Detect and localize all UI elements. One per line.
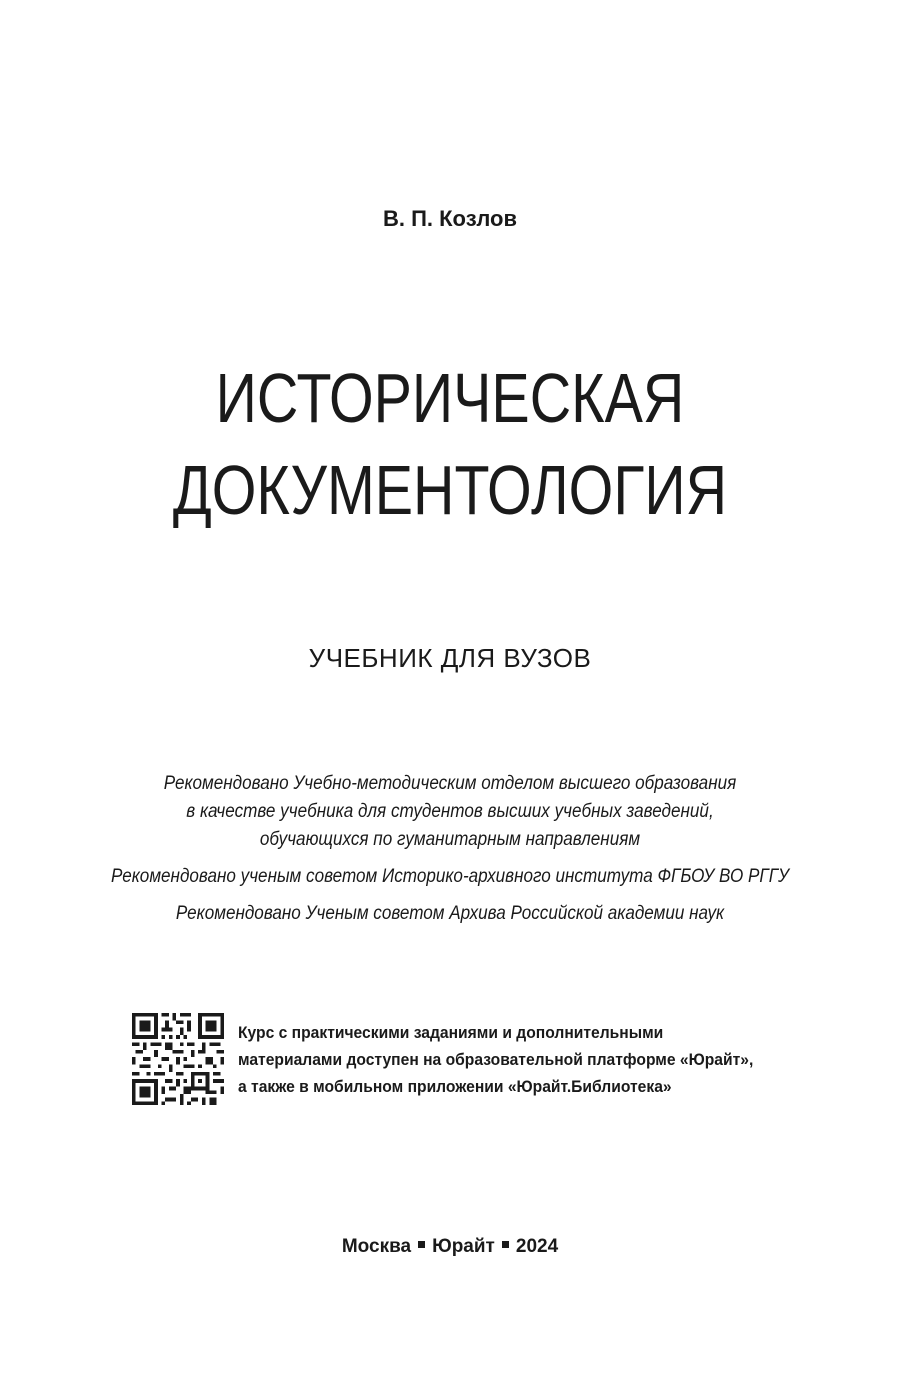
course-line: Курс с практическими заданиями и дополнительными [238,1023,664,1042]
course-info [132,1013,812,1109]
recommendation-line: Рекомендовано Учебно-методическим отделом высшего образования [163,773,737,794]
author-name: В. П. Козлов [382,206,518,231]
recommendations [0,770,900,937]
book-title-line-1: ИСТОРИЧЕСКАЯ [215,359,685,437]
square-separator-icon [502,1241,509,1248]
recommendation-line: Рекомендовано Ученым советом Архива Российской академии наук [175,903,725,924]
book-title-line-2: ДОКУМЕНТОЛОГИЯ [172,451,728,529]
recommendation-line: Рекомендовано ученым советом Историко-архивного института ФГБОУ ВО РГГУ [111,866,789,887]
recommendation-2 [0,863,900,891]
course-line: материалами доступен на образовательной платформе «Юрайт», [238,1050,754,1069]
qr-code-icon[interactable] [132,1013,224,1105]
recommendation-3 [0,900,900,928]
book-subtitle: УЧЕБНИК ДЛЯ ВУЗОВ [308,643,592,673]
imprint-year: 2024 [515,1236,559,1257]
imprint [0,1236,900,1258]
imprint-city: Москва [341,1236,412,1257]
square-separator-icon [418,1241,425,1248]
recommendation-line: в качестве учебника для студентов высших учебных заведений, [186,801,714,822]
course-line: а также в мобильном приложении «Юрайт.Библиотека» [238,1077,672,1096]
imprint-publisher: Юрайт [432,1236,495,1257]
recommendation-line: обучающихся по гуманитарным направлениям [259,829,641,850]
course-description [238,1019,818,1100]
recommendation-1 [0,770,900,854]
book-title [81,352,819,536]
